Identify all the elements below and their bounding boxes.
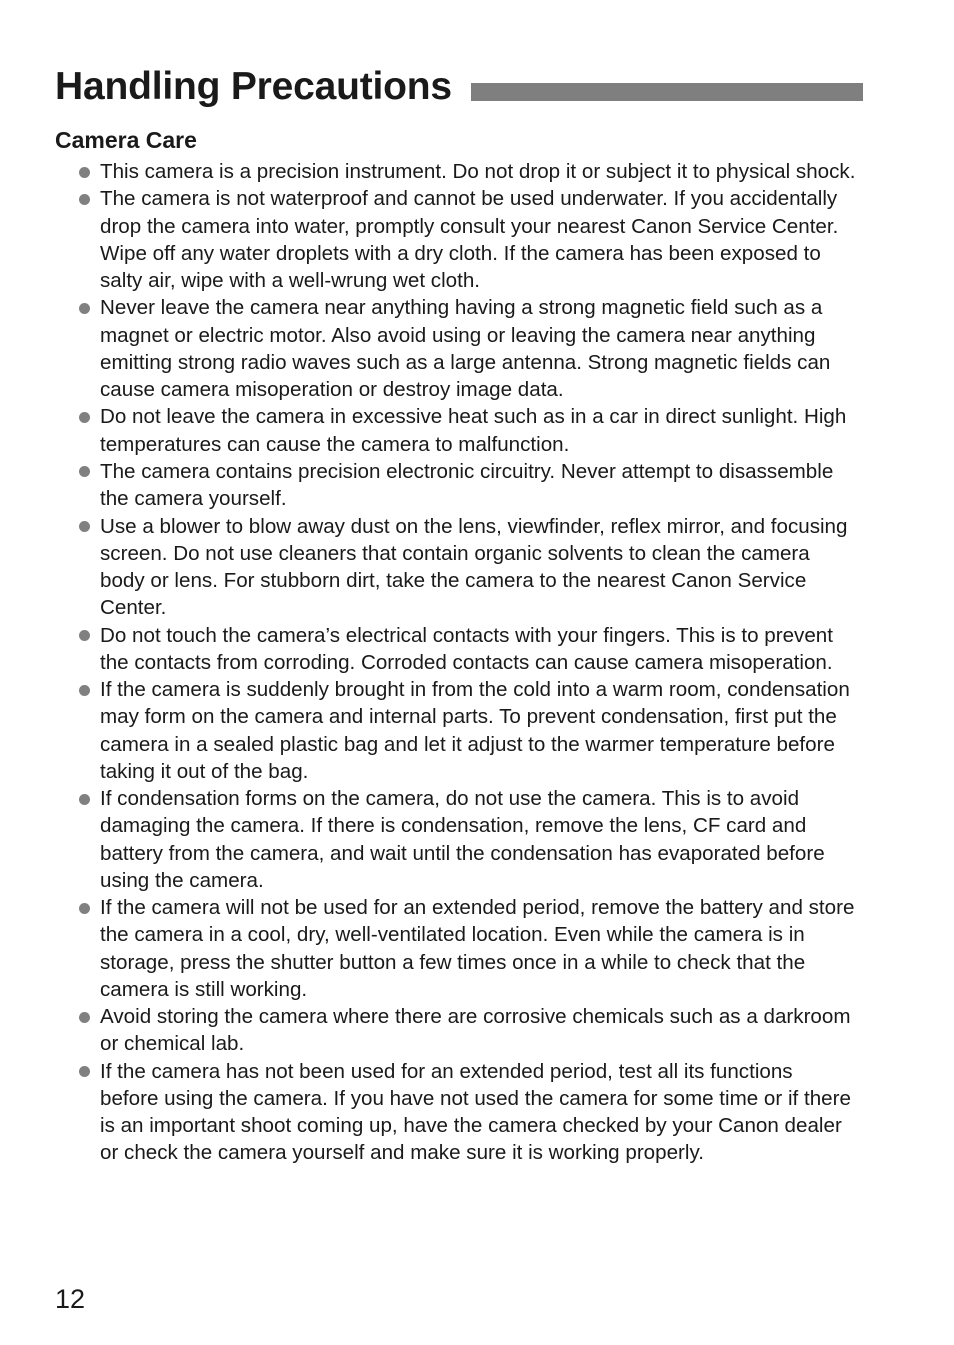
list-item — [76, 458, 856, 512]
bullet-dot-icon — [79, 903, 90, 914]
list-item — [76, 294, 856, 403]
list-item — [76, 676, 856, 785]
list-item-text: If the camera is suddenly brought in from the cold into a warm room, condensation may form on the camera and internal parts. To prevent condensation, first put the camera in a sealed plastic bag and let it adjust to the warmer temperature before taking it out of the bag. — [100, 678, 850, 783]
page-number: 12 — [55, 1284, 86, 1314]
bullet-dot-icon — [79, 167, 90, 178]
list-item — [76, 513, 856, 622]
list-item — [76, 622, 856, 676]
bullet-dot-icon — [79, 630, 90, 641]
list-item — [76, 158, 856, 185]
bullet-dot-icon — [79, 685, 90, 696]
list-item-text: Avoid storing the camera where there are corrosive chemicals such as a darkroom or chemical lab. — [100, 1005, 851, 1056]
list-item-text: This camera is a precision instrument. Do not drop it or subject it to physical shock. — [100, 160, 856, 183]
list-item-text: Do not touch the camera’s electrical contacts with your fingers. This is to prevent the contacts from corroding. Corroded contacts can cause camera misoperation. — [100, 623, 833, 674]
list-item — [76, 785, 856, 894]
list-item — [76, 1058, 856, 1167]
list-item-text: If the camera will not be used for an extended period, remove the battery and store the camera in a cool, dry, well-ventilated location. Even while the camera is in storage, press the shutter button a few times once in a while to check that the camera is still working. — [100, 896, 855, 1001]
bullet-dot-icon — [79, 794, 90, 805]
bullet-dot-icon — [79, 412, 90, 423]
list-item — [76, 894, 856, 1003]
bullet-dot-icon — [79, 1066, 90, 1077]
list-item-text: Never leave the camera near anything having a strong magnetic field such as a magnet or electric motor. Also avoid using or leaving the camera near anything emitting strong radio waves such as a large antenna. Strong magnetic fields can cause camera misoperation or destroy image data. — [100, 296, 831, 401]
list-item-text: The camera is not waterproof and cannot be used underwater. If you accidentally drop the camera into water, promptly consult your nearest Canon Service Center. Wipe off any water droplets with a dry cloth. If the camera has been exposed to salty air, wipe with a well-wrung wet cloth. — [100, 187, 839, 292]
bullet-dot-icon — [79, 521, 90, 532]
list-item-text: Do not leave the camera in excessive heat such as in a car in direct sunlight. High temperatures can cause the camera to malfunction. — [100, 405, 847, 456]
camera-care-list — [76, 158, 856, 1167]
list-item — [76, 185, 856, 294]
title-rule-bar — [471, 83, 863, 101]
list-item-text: The camera contains precision electronic circuitry. Never attempt to disassemble the camera yourself. — [100, 459, 834, 511]
list-item-text: If condensation forms on the camera, do not use the camera. This is to avoid damaging the camera. If there is condensation, remove the lens, CF card and battery from the camera, and wait until the condensation has evaporated before using the camera. — [100, 787, 825, 892]
bullet-dot-icon — [79, 466, 90, 477]
list-item-text: If the camera has not been used for an extended period, test all its functions before using the camera. If you have not used the camera for some time or if there is an important shoot coming up, have the camera checked by your Canon dealer or check the camera yourself and make sure it is working properly. — [100, 1059, 851, 1165]
list-item — [76, 1003, 856, 1057]
bullet-dot-icon — [79, 303, 90, 314]
bullet-dot-icon — [79, 194, 90, 205]
list-item — [76, 403, 856, 457]
list-item-text: Use a blower to blow away dust on the lens, viewfinder, reflex mirror, and focusing screen. Do not use cleaners that contain organic solvents to clean the camera body or lens. For stubborn dirt, take the camera to the nearest Canon Service Center. — [100, 514, 848, 620]
page-title: Handling Precautions — [55, 65, 452, 108]
section-heading-camera-care: Camera Care — [55, 127, 197, 153]
bullet-dot-icon — [79, 1012, 90, 1023]
